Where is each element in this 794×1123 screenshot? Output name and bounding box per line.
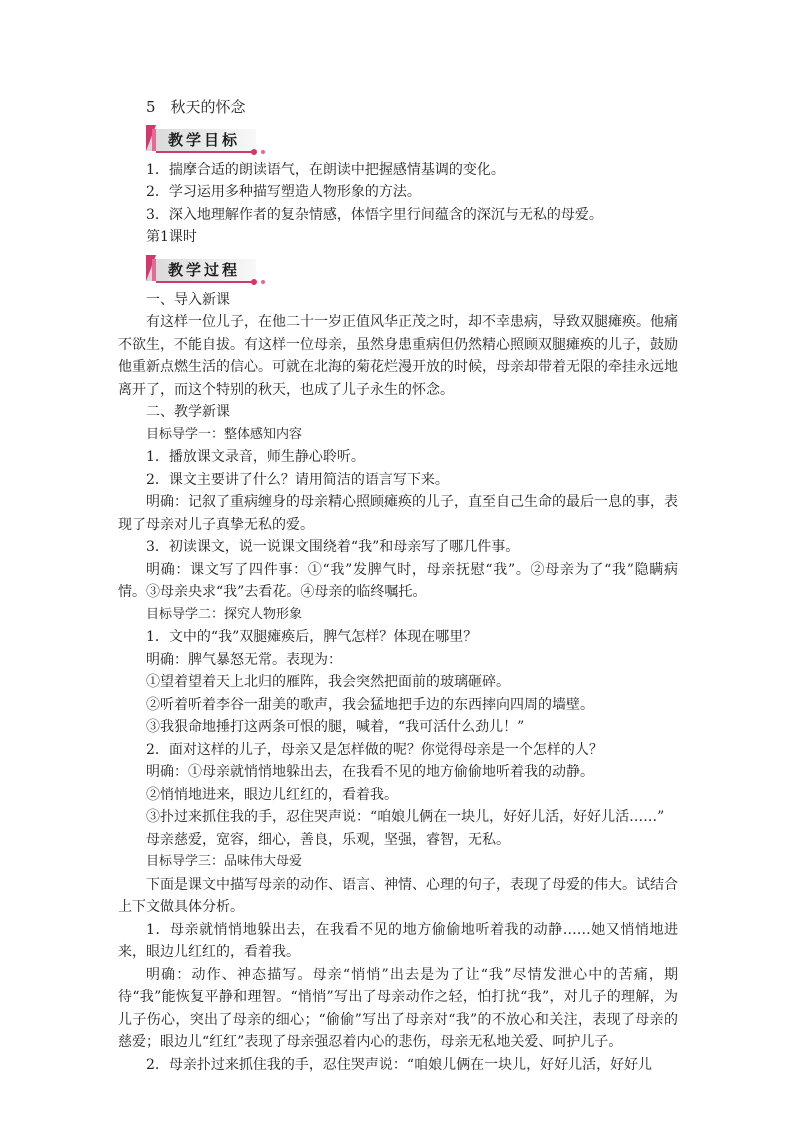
teaching-process-banner <box>146 255 286 285</box>
paragraph: 明确：课文写了四件事：①“我”发脾气时，母亲抚慰“我”。②母亲为了“我”隐瞒病情。③母亲央求“我”去看花。④母亲的临终嘱托。 <box>118 561 678 600</box>
paragraph: 1．播放课文录音，师生静心聆听。 <box>146 449 365 465</box>
banner-dot-small-icon <box>261 150 265 154</box>
goal-item: 2．学习运用多种描写塑造人物形象的方法。 <box>146 184 421 200</box>
paragraph: 2．面对这样的儿子，母亲又是怎样做的呢？你觉得母亲是一个怎样的人？ <box>146 741 603 758</box>
goal-heading: 目标导学二：探究人物形象 <box>146 606 303 622</box>
paragraph: ③扑过来抓住我的手，忍住哭声说：“咱娘儿俩在一块儿，好好儿活，好好儿活……” <box>146 809 665 825</box>
goal-item: 1．揣摩合适的朗读语气，在朗读中把握感情基调的变化。 <box>146 161 505 178</box>
paragraph: 明确：①母亲就悄悄地躲出去，在我看不见的地方偷偷地听着我的动静。 <box>146 764 594 780</box>
goal-item: 3．深入地理解作者的复杂情感，体悟字里行间蕴含的深沉与无私的母爱。 <box>146 206 603 223</box>
banner-title: 教学过程 <box>168 260 241 279</box>
banner-stripe-icon <box>152 129 156 151</box>
paragraph: 明确：脾气暴怒无常。表现为： <box>146 651 342 668</box>
paragraph: ③我狠命地捶打这两条可恨的腿，喊着，“我可活什么劲儿！” <box>146 719 525 735</box>
teaching-goals-banner <box>146 125 286 155</box>
banner-title: 教学目标 <box>168 130 241 149</box>
banner-dot-small-icon <box>261 280 265 284</box>
banner-dot-icon <box>251 279 257 285</box>
paragraph: 1．文中的“我”双腿瘫痪后，脾气怎样？体现在哪里？ <box>146 629 478 645</box>
paragraph: ②悄悄地进来，眼边儿红红的，看着我。 <box>146 786 398 803</box>
banner-dot-icon <box>251 149 257 155</box>
document-content <box>118 96 678 1076</box>
banner-underline <box>156 281 252 283</box>
paragraph: ①望着望着天上北归的雁阵，我会突然把面前的玻璃砸碎。 <box>146 674 510 690</box>
period-label: 第1课时 <box>146 229 197 245</box>
paragraph: 母亲慈爱，宽容，细心，善良，乐观，坚强，睿智，无私。 <box>146 831 510 848</box>
goal-heading: 目标导学三：品味伟大母爱 <box>146 854 303 869</box>
paragraph: 2．课文主要讲了什么？请用简洁的语言写下来。 <box>146 471 449 488</box>
paragraph: 下面是课文中描写母亲的动作、语言、神情、心理的句子，表现了母爱的伟大。试结合上下文做具体分析。 <box>118 876 678 915</box>
banner-underline <box>156 151 252 153</box>
paragraph: 2．母亲扑过来抓住我的手，忍住哭声说：“咱娘儿俩在一块儿，好好儿活，好好儿 <box>146 1056 653 1073</box>
section-heading: 一、导入新课 <box>146 291 230 308</box>
paragraph: ②听着听着李谷一甜美的歌声，我会猛地把手边的东西摔向四周的墙壁。 <box>146 696 594 713</box>
banner-stripe-icon <box>152 259 156 281</box>
lesson-title: 5 秋天的怀念 <box>146 98 246 116</box>
paragraph: 明确：记叙了重病缠身的母亲精心照顾瘫痪的儿子，直至自己生命的最后一息的事，表现了母亲对儿子真挚无私的爱。 <box>118 494 678 533</box>
paragraph: 3．初读课文，说一说课文围绕着“我”和母亲写了哪几件事。 <box>146 539 520 555</box>
paragraph: 1．母亲就悄悄地躲出去，在我看不见的地方偷偷地听着我的动静……她又悄悄地进来，眼边儿红红的，看着我。 <box>118 921 678 960</box>
section-heading: 二、教学新课 <box>146 404 230 420</box>
goal-heading: 目标导学一：整体感知内容 <box>146 426 303 442</box>
paragraph: 明确：动作、神态描写。母亲“悄悄”出去是为了让“我”尽情发泄心中的苦痛，期待“我”能恢复平静和理智。“悄悄”写出了母亲动作之轻，怕打扰“我”，对儿子的理解，为儿子伤心，突出了母亲的细心；“偷偷”写出了母亲对“我”的不放心和关注，表现了母亲的慈爱；眼边儿“红红”表现了母亲强忍着内心的悲伤，母亲无私地关爱、呵护儿子。 <box>118 966 678 1050</box>
intro-paragraph: 有这样一位儿子，在他二十一岁正值风华正茂之时，却不幸患病，导致双腿瘫痪。他痛不欲生，不能自拔。有这样一位母亲，虽然身患重病但仍然精心照顾双腿瘫痪的儿子，鼓励他重新点燃生活的信心。可就在北海的菊花烂漫开放的时候，母亲却带着无限的牵挂永远地离开了，而这个特别的秋天，也成了儿子永生的怀念。 <box>118 314 678 398</box>
